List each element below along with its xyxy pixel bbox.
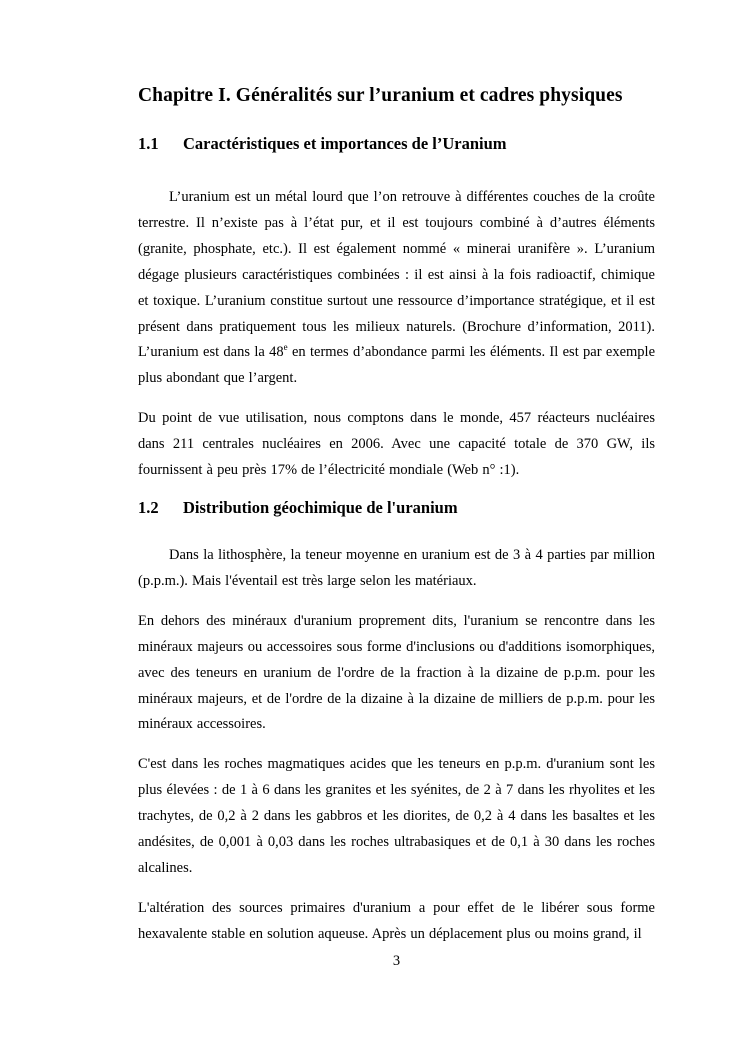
section-title-1-1: Caractéristiques et importances de l’Uranium xyxy=(183,134,507,153)
paragraph-nuclear-reactors: Du point de vue utilisation, nous comptons dans le monde, 457 réacteurs nucléaires dans 211 centrales nucléaires en 2006. Avec une capacité totale de 370 GW, ils fournissent à peu près 17% de l’électricité mondiale (Web n° :1). xyxy=(138,410,655,479)
paragraph-text: L’uranium est un métal lourd que l’on retrouve à différentes couches de la croûte terrestre. Il n’existe pas à l’état pur, et il est toujours combiné à d’autres éléments (granite, phosphate, etc.). Il est également nommé « minerai uranifère ». L’uranium dégage plusieurs caractéristiques combinées : il est ainsi à la fois radioactif, chimique et toxique. L’uranium constitue surtout une ressource d’importance stratégique, et il est présent dans pratiquement tous les milieux naturels. (Brochure d’information, 2011). L’uranium est dans la 48 xyxy=(138,189,655,361)
section-heading-1-2 xyxy=(138,498,655,518)
page-number: 3 xyxy=(392,953,401,969)
paragraph-alteration: L'altération des sources primaires d'uranium a pour effet de le libérer sous forme hexavalente stable en solution aqueuse. Après un déplacement plus ou moins grand, il xyxy=(138,899,655,942)
paragraph-mineraux: En dehors des minéraux d'uranium proprement dits, l'uranium se rencontre dans les minéraux majeurs ou accessoires sous forme d'inclusions ou d'additions isomorphiques, avec des teneurs en uranium de l'ordre de la fraction à la dizaine de p.p.m. pour les minéraux majeurs, et de l'ordre de la dizaine à la dizaine de milliers de p.p.m. pour les minéraux accessoires. xyxy=(138,612,655,733)
paragraph-lithosphere: Dans la lithosphère, la teneur moyenne en uranium est de 3 à 4 parties par million (p.p.m.). Mais l'éventail est très large selon les matériaux. xyxy=(138,546,655,589)
section-title-1-2: Distribution géochimique de l'uranium xyxy=(183,497,458,517)
paragraph-text: en termes d’abondance parmi les éléments. Il est par exemple plus abondant que l’argent. xyxy=(138,344,656,387)
superscript-ordinal: e xyxy=(283,342,288,353)
paragraph-uranium-characteristics xyxy=(138,185,655,392)
section-number-1-1: 1.1 xyxy=(138,134,159,153)
section-heading-1-1 xyxy=(138,134,655,154)
paragraph-roches-magmatiques: C'est dans les roches magmatiques acides que les teneurs en p.p.m. d'uranium sont les plus élevées : de 1 à 6 dans les granites et les syénites, de 2 à 7 dans les rhyolites et les trachytes, de 0,2 à 2 dans les gabbros et les diorites, de 0,2 à 4 dans les basaltes et les andésites, de 0,001 à 0,03 dans les roches ultrabasiques et de 0,1 à 30 dans les roches alcalines. xyxy=(138,756,655,876)
chapter-title: Chapitre I. Généralités sur l’uranium et cadres physiques xyxy=(138,85,623,106)
section-number-1-2: 1.2 xyxy=(138,497,159,517)
